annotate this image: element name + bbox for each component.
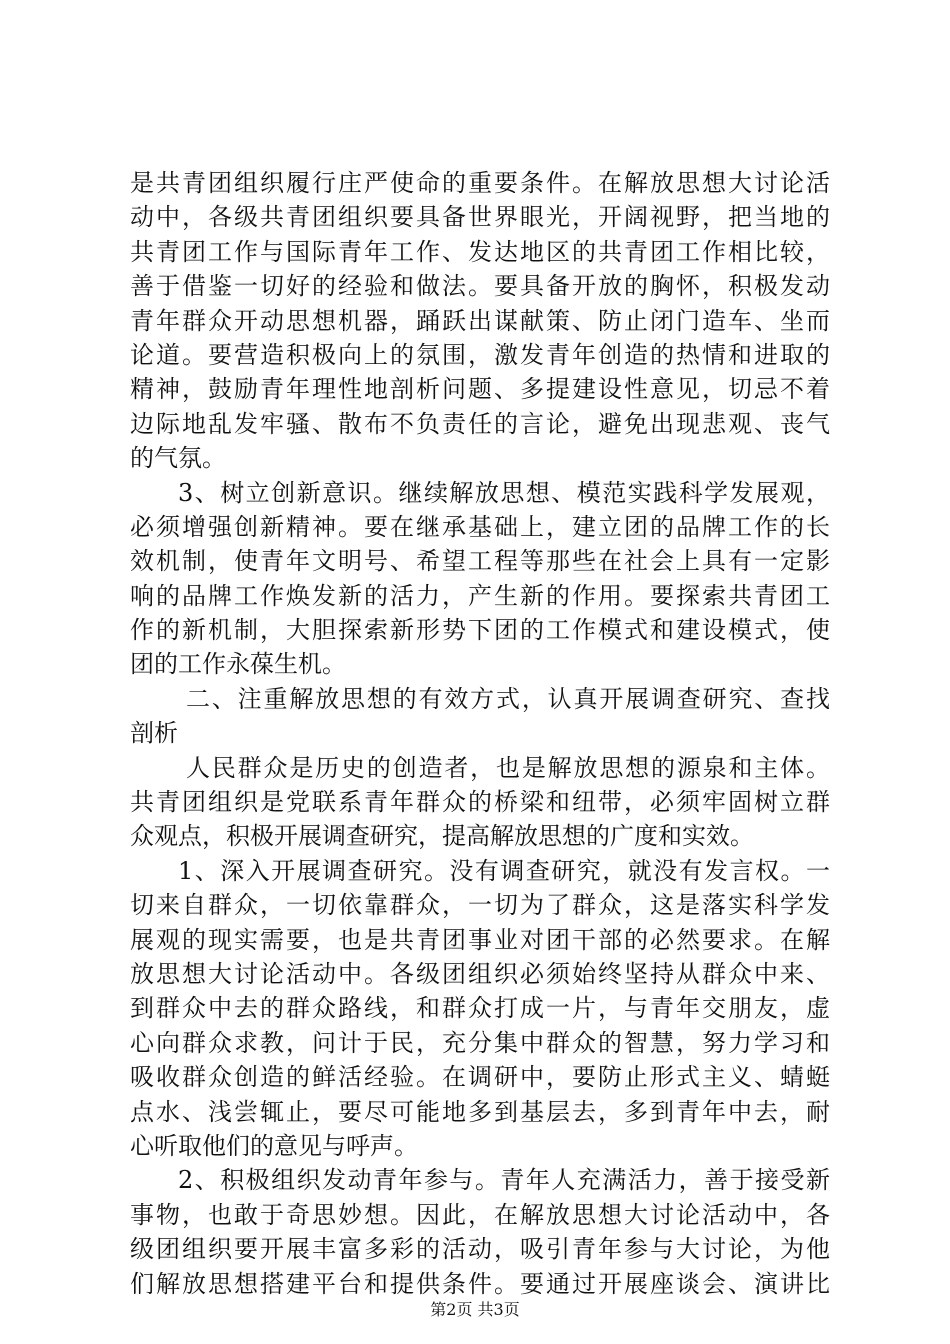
paragraph-start-line: 3、树立创新意识。继续解放思想、模范实践科学发展观，	[178, 478, 830, 507]
paragraph-start-line: 1、深入开展调查研究。没有调查研究，就没有发言权。一	[178, 856, 830, 885]
text-line: 必须增强创新精神。要在继承基础上，建立团的品牌工作的长	[130, 512, 830, 541]
text-line: 放思想大讨论活动中。各级团组织必须始终坚持从群众中来、	[130, 959, 830, 988]
page-number-label: 第2页 共3页	[430, 1300, 520, 1319]
text-line: 共青团组织是党联系青年群众的桥梁和纽带，必须牢固树立群	[130, 788, 830, 817]
text-line: 边际地乱发牢骚、散布不负责任的言论，避免出现悲观、丧气	[130, 409, 830, 438]
text-line: 到群众中去的群众路线，和群众打成一片，与青年交朋友，虚	[130, 994, 830, 1023]
text-line: 切来自群众，一切依靠群众，一切为了群众，这是落实科学发	[130, 891, 830, 920]
text-line: 动中，各级共青团组织要具备世界眼光，开阔视野，把当地的	[130, 203, 830, 232]
text-line: 事物，也敢于奇思妙想。因此，在解放思想大讨论活动中，各	[130, 1200, 830, 1229]
document-body	[130, 166, 830, 1301]
text-line: 心向群众求教，问计于民，充分集中群众的智慧，努力学习和	[130, 1028, 830, 1057]
text-line: 的气氛。	[130, 444, 226, 473]
text-line: 作的新机制，大胆探索新形势下团的工作模式和建设模式，使	[130, 616, 830, 645]
text-line: 青年群众开动思想机器，踊跃出谋献策、防止闭门造车、坐而	[130, 306, 830, 335]
text-line: 精神，鼓励青年理性地剖析问题、多提建设性意见，切忌不着	[130, 375, 830, 404]
text-line: 心听取他们的意见与呼声。	[130, 1131, 418, 1160]
section-heading-line: 二、注重解放思想的有效方式，认真开展调查研究、查找	[186, 684, 830, 713]
text-line: 们解放思想搭建平台和提供条件。要通过开展座谈会、演讲比	[130, 1269, 830, 1298]
paragraph-start-line: 人民群众是历史的创造者，也是解放思想的源泉和主体。	[186, 753, 830, 782]
text-line: 共青团工作与国际青年工作、发达地区的共青团工作相比较，	[130, 237, 830, 266]
page-footer	[0, 1300, 950, 1320]
section-heading-line: 剖析	[130, 719, 178, 748]
text-line: 吸收群众创造的鲜活经验。在调研中，要防止形式主义、蜻蜓	[130, 1063, 830, 1092]
paragraph-start-line: 2、积极组织发动青年参与。青年人充满活力，善于接受新	[178, 1166, 830, 1195]
text-line: 团的工作永葆生机。	[130, 650, 346, 679]
text-line: 效机制，使青年文明号、希望工程等那些在社会上具有一定影	[130, 547, 830, 576]
text-line: 善于借鉴一切好的经验和做法。要具备开放的胸怀，积极发动	[130, 272, 830, 301]
text-line: 展观的现实需要，也是共青团事业对团干部的必然要求。在解	[130, 925, 830, 954]
text-line: 论道。要营造积极向上的氛围，激发青年创造的热情和进取的	[130, 340, 830, 369]
text-line: 响的品牌工作焕发新的活力，产生新的作用。要探索共青团工	[130, 581, 830, 610]
text-line: 级团组织要开展丰富多彩的活动，吸引青年参与大讨论，为他	[130, 1235, 830, 1264]
text-line: 众观点，积极开展调查研究，提高解放思想的广度和实效。	[130, 822, 754, 851]
text-line: 点水、浅尝辄止，要尽可能地多到基层去，多到青年中去，耐	[130, 1097, 830, 1126]
text-line: 是共青团组织履行庄严使命的重要条件。在解放思想大讨论活	[130, 169, 830, 197]
